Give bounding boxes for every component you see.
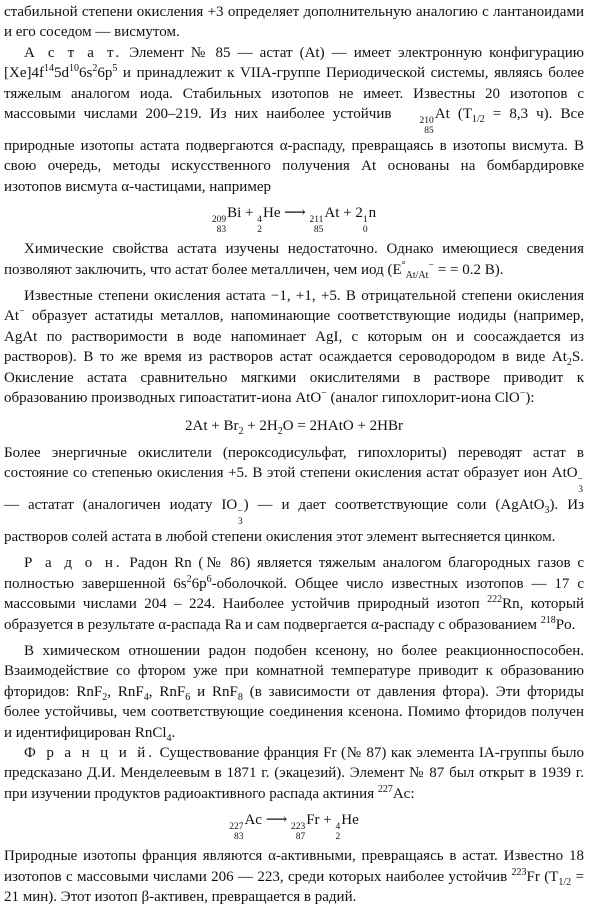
superscript: 223 [511, 866, 527, 878]
text-run: и принадлежит к VIIA-группе Периодической системы, являясь более тяжелым аналогом иода. Стабильных изотопов не имеет. Известны 20 изотопов с массовыми числами 200–219. Из них наиболее устойчив [4, 65, 584, 123]
text-run: Bi + [227, 205, 258, 222]
text-run: 6p [97, 65, 113, 82]
text-run: В химическом отношении радон подобен ксенону, но более реакционноспособен. Взаимодействие со фтором уже при комнатной температуре приводит к образованию фторидов: RnF [4, 642, 584, 700]
superscript: ° [401, 259, 406, 271]
text-run: и RnF [190, 683, 238, 700]
text-run: Fr (T [526, 868, 559, 885]
text-run: 3 [237, 516, 243, 527]
text-run: S. Окисление астата сравнительно мягкими окислителями в растворе приводит к образованию производных гипоастатит-иона AtO [4, 349, 584, 407]
text-run: 87 [295, 832, 306, 843]
text-run: Известные степени окисления астата −1, +1, +5. В отрицательной степени окисления At [4, 288, 584, 325]
superscript: 218 [540, 614, 556, 626]
text-run: , RnF [148, 683, 186, 700]
superscript: 227 [377, 783, 393, 795]
paragraph-astatate [4, 443, 584, 548]
superscript: − [19, 306, 25, 318]
subscript: 2 [238, 425, 244, 437]
text-run: = 21 мин). Этот изотоп β-активен, превращается в радий. [4, 868, 584, 905]
subscript: 2 [277, 425, 283, 437]
equation-actinium-decay [4, 809, 584, 842]
text-run: (в зависимости от давления фтора). Эти фториды более устойчивы, чем соответствующие соединения ксенона. Помимо фторидов получен и идентифицирован RnCl [4, 683, 584, 741]
equation-bismuth-bombardment [4, 202, 584, 235]
paragraph-astatine-chemistry [4, 239, 584, 280]
superscript: 2 [186, 573, 192, 585]
text-run: n [368, 205, 377, 222]
text-run: 2 [335, 832, 341, 843]
text-run: Существование франция Fr (№ 87) как элемента IA-группы было предсказано Д.И. Менделеевым в 1871 г. (экацезий). Элемент № 87 был открыт в 1939 г. при изучении продуктов радиоактивного распада актиния [4, 744, 585, 802]
text-run: 227 [229, 822, 244, 833]
nuclide-index [400, 116, 434, 136]
text-run: He [341, 812, 359, 829]
text-run: 6p [191, 575, 207, 592]
paragraph-radon-chemistry [4, 641, 584, 743]
text-run: 85 [313, 225, 324, 236]
text-run: − [577, 474, 583, 485]
superscript: − [519, 388, 526, 400]
superscript: 5 [112, 63, 118, 75]
paragraph-astatine-intro [4, 43, 584, 197]
text-run: Po. [555, 616, 576, 633]
superscript: 222 [487, 594, 503, 606]
paragraph-francium-isotopes [4, 846, 584, 907]
text-run: 83 [216, 225, 227, 236]
subscript: 2 [102, 691, 108, 703]
text-run: Природные изотопы франция являются α-активными, превращаясь в астат. Известно 18 изотопов с массовыми числами 206 — 223, среди которых наиболее устойчив [4, 848, 584, 885]
subscript: 8 [237, 691, 243, 703]
text-run: Ac ⟶ [244, 812, 291, 829]
text-run: 85 [424, 126, 434, 137]
text-run: 1 [362, 215, 368, 226]
text-run: At (T [434, 106, 472, 123]
text-run: Более энергичные окислители (пероксодисульфат, гипохлориты) переводят астат в состояние со степенью окисления +5. В этой степени окисления астат образует ион AtO [4, 444, 584, 481]
text-run: = = 0.2 В). [434, 261, 504, 278]
subscript: 1/2 [558, 876, 572, 888]
text-run: Fr + [306, 812, 336, 829]
text-run: 83 [233, 832, 244, 843]
text-run: Ac: [392, 785, 415, 802]
subscript: 4 [143, 691, 149, 703]
text-run: 0 [362, 225, 368, 236]
paragraph-oxidation-states [4, 286, 584, 408]
text-run: образует астатиды металлов, напоминающие соответствующие иодиды (например, AgAt по растворимости в воде напоминает AgI, с которым он и соосаждается из растворов). В то же время из растворов астат осаждается сероводородом в виде At [4, 308, 584, 366]
text-run: Химические свойства астата изучены недостаточно. Однако имеющиеся сведения позволяют заключить, что астат более металличен, чем иод (E [4, 241, 584, 278]
paragraph-radon-intro [4, 553, 584, 635]
subscript: 6 [185, 691, 191, 703]
text-run: 4 [257, 215, 262, 226]
paragraph-lanthanide-analogy [4, 2, 584, 43]
subscript: 3 [544, 504, 550, 516]
text-run: 2At + Br [184, 417, 239, 434]
text-run: He ⟶ [263, 205, 310, 222]
section-heading-francium: Ф р а н ц и й. [24, 744, 156, 761]
superscript: 6 [206, 573, 212, 585]
text-run: 3 [578, 484, 583, 495]
text-run: ). Из растворов солей астата в любой степени окисления этот элемент вытесняется цинком. [4, 496, 584, 545]
section-heading-radon: Р а д о н. [24, 555, 123, 572]
text-run: − [237, 506, 243, 517]
section-heading-astatine: А с т а т. [24, 44, 123, 61]
text-run: + 2H [243, 417, 278, 434]
text-run: Rn, который образуется в результате α-распада Ra и сам подвергается α-распаду с образованием [4, 596, 584, 633]
text-run: стабильной степени окисления +3 определяет дополнительную аналогию с лантаноидами и его соседом — висмутом. [4, 4, 584, 41]
text-run: 211 [309, 215, 324, 226]
text-run: At + 2 [324, 205, 363, 222]
text-run: . [171, 724, 176, 741]
text-run: ): [525, 390, 535, 407]
superscript: 2 [92, 63, 98, 75]
text-run: 6s [78, 65, 93, 82]
superscript: − [428, 259, 435, 271]
text-run: = 8,3 ч). Все природные изотопы астата подвергаются α-распаду, превращаясь в изотопы висмута. В свою очередь, методы искусственного получения At основаны на бомбардировке изотопов висмута α-частицами, например [4, 106, 584, 195]
text-run: O = 2HAtO + 2HBr [282, 417, 403, 434]
text-run: , RnF [107, 683, 144, 700]
equation-astatine-bromine [4, 415, 584, 437]
text-run: 223 [290, 822, 306, 833]
superscript: − [321, 388, 327, 400]
text-run: Элемент № 85 — астат (At) — имеет электронную конфигурацию [Xe]4f [4, 44, 584, 82]
text-run: 209 [211, 215, 227, 226]
text-run: ) — и дает соответствующие соли (AgAtO [243, 496, 545, 513]
text-run: — астатат (аналогичен иодату IO [4, 496, 238, 513]
text-run: Радон Rn (№ 86) является тяжелым аналогом благородных газов с полностью завершенной 6s [4, 555, 584, 592]
superscript: 14 [43, 63, 54, 75]
subscript: 4 [166, 732, 172, 744]
text-run: 4 [335, 822, 341, 833]
paragraph-francium-intro [4, 743, 584, 804]
subscript: 1/2 [471, 114, 485, 126]
text-run: (аналог гипохлорит-иона ClO [326, 390, 520, 407]
text-run: -оболочкой. Общее число известных изотопов — 17 с массовыми числами 204 – 224. Наиболее устойчив природный изотоп [4, 575, 584, 613]
superscript: 10 [68, 63, 79, 75]
subscript: At/At [405, 269, 429, 281]
text-run: 210 [419, 116, 434, 127]
subscript: 2 [566, 357, 572, 369]
text-run: 5d [53, 65, 69, 82]
text-run: 2 [257, 225, 262, 236]
